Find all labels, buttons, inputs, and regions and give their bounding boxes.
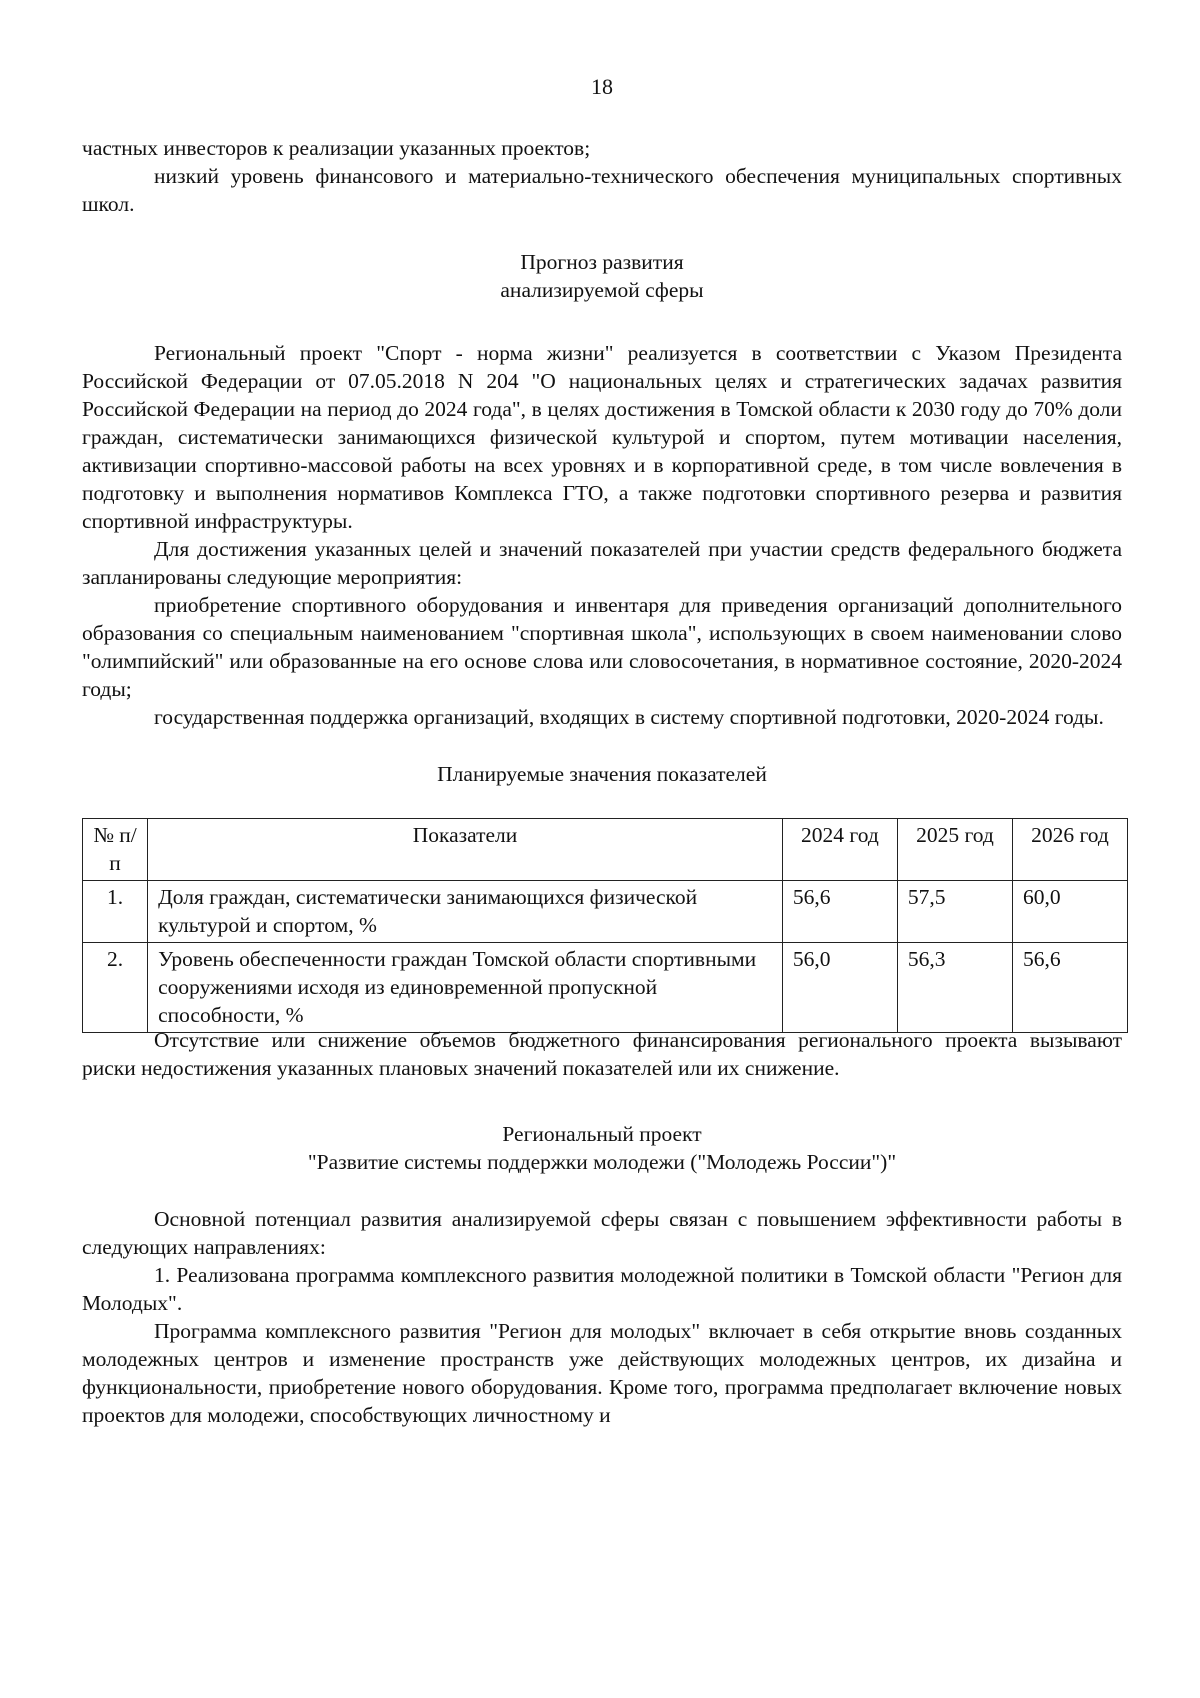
section1-paragraph-4: государственная поддержка организаций, входящих в систему спортивной подготовки, 2020-2024 годы. [154,705,1104,729]
row-indicator: Доля граждан, систематически занимающихся физической культурой и спортом, % [148,881,783,943]
header-2025: 2025 год [897,819,1012,881]
table-header-row [83,819,1128,881]
section1-body [82,339,1122,731]
row-value-2025: 57,5 [897,881,1012,943]
row-value-2024: 56,0 [782,943,897,1033]
intro-line: частных инвесторов к реализации указанных проектов; [82,136,591,160]
row-num: 2. [83,943,148,1033]
table-caption: Планируемые значения показателей [437,762,767,786]
table-row [83,943,1128,1033]
row-value-2026: 60,0 [1012,881,1127,943]
page-number: 18 [591,74,613,99]
indicators-table-wrap [82,818,1128,1033]
row-indicator: Уровень обеспеченности граждан Томской области спортивными сооружениями исходя из единовременной пропускной способности, % [148,943,783,1033]
section2-paragraph-1: Основной потенциал развития анализируемой сферы связан с повышением эффективности работы в следующих направлениях: [82,1207,1122,1259]
row-num: 1. [83,881,148,943]
section1-paragraph-2: Для достижения указанных целей и значений показателей при участии средств федерального бюджета запланированы следующие мероприятия: [82,537,1122,589]
intro-paragraph: низкий уровень финансового и материально-технического обеспечения муниципальных спортивных школ. [82,164,1122,216]
after-table-paragraph: Отсутствие или снижение объемов бюджетного финансирования регионального проекта вызывают риски недостижения указанных плановых значений показателей или их снижение. [82,1028,1122,1080]
header-2026: 2026 год [1012,819,1127,881]
indicators-table [82,818,1128,1033]
row-value-2026: 56,6 [1012,943,1127,1033]
section2-title [82,1120,1122,1176]
section2-body [82,1205,1122,1429]
row-value-2025: 56,3 [897,943,1012,1033]
section1-paragraph-1: Региональный проект "Спорт - норма жизни" реализуется в соответствии с Указом Президента Российской Федерации от 07.05.2018 N 204 "О национальных целях и стратегических задачах развития Российской Федерации на период до 2024 года", в целях достижения в Томской области к 2030 году до 70% доли граждан, систематически занимающихся физической культурой и спортом, путем мотивации населения, активизации спортивно-массовой работы на всех уровнях и в корпоративной среде, в том числе вовлечения в подготовку и выполнения нормативов Комплекса ГТО, а также подготовки спортивного резерва и развития спортивной инфраструктуры. [82,341,1122,533]
section2-paragraph-2: 1. Реализована программа комплексного развития молодежной политики в Томской области "Регион для Молодых". [82,1263,1122,1315]
section1-title [82,248,1122,304]
header-2024: 2024 год [782,819,897,881]
header-num: № п/п [83,819,148,881]
section2-title-line2: "Развитие системы поддержки молодежи ("Молодежь России")" [307,1150,897,1174]
section1-title-line1: Прогноз развития [520,250,684,274]
row-value-2024: 56,6 [782,881,897,943]
section1-paragraph-3: приобретение спортивного оборудования и инвентаря для приведения организаций дополнительного образования со специальным наименованием "спортивная школа", использующих в своем наименовании слово "олимпийский" или образованные на его основе слова или словосочетания, в нормативное состояние, 2020-2024 годы; [82,593,1122,701]
header-indicator: Показатели [148,819,783,881]
table-row [83,881,1128,943]
section2-paragraph-3: Программа комплексного развития "Регион для молодых" включает в себя открытие вновь созданных молодежных центров и изменение пространств уже действующих молодежных центров, их дизайна и функциональности, приобретение нового оборудования. Кроме того, программа предполагает включение новых проектов для молодежи, способствующих личностному и [82,1319,1122,1427]
intro-block [82,134,1122,218]
section2-title-line1: Региональный проект [502,1122,702,1146]
after-table-block [82,1026,1122,1082]
section1-title-line2: анализируемой сферы [500,278,704,302]
